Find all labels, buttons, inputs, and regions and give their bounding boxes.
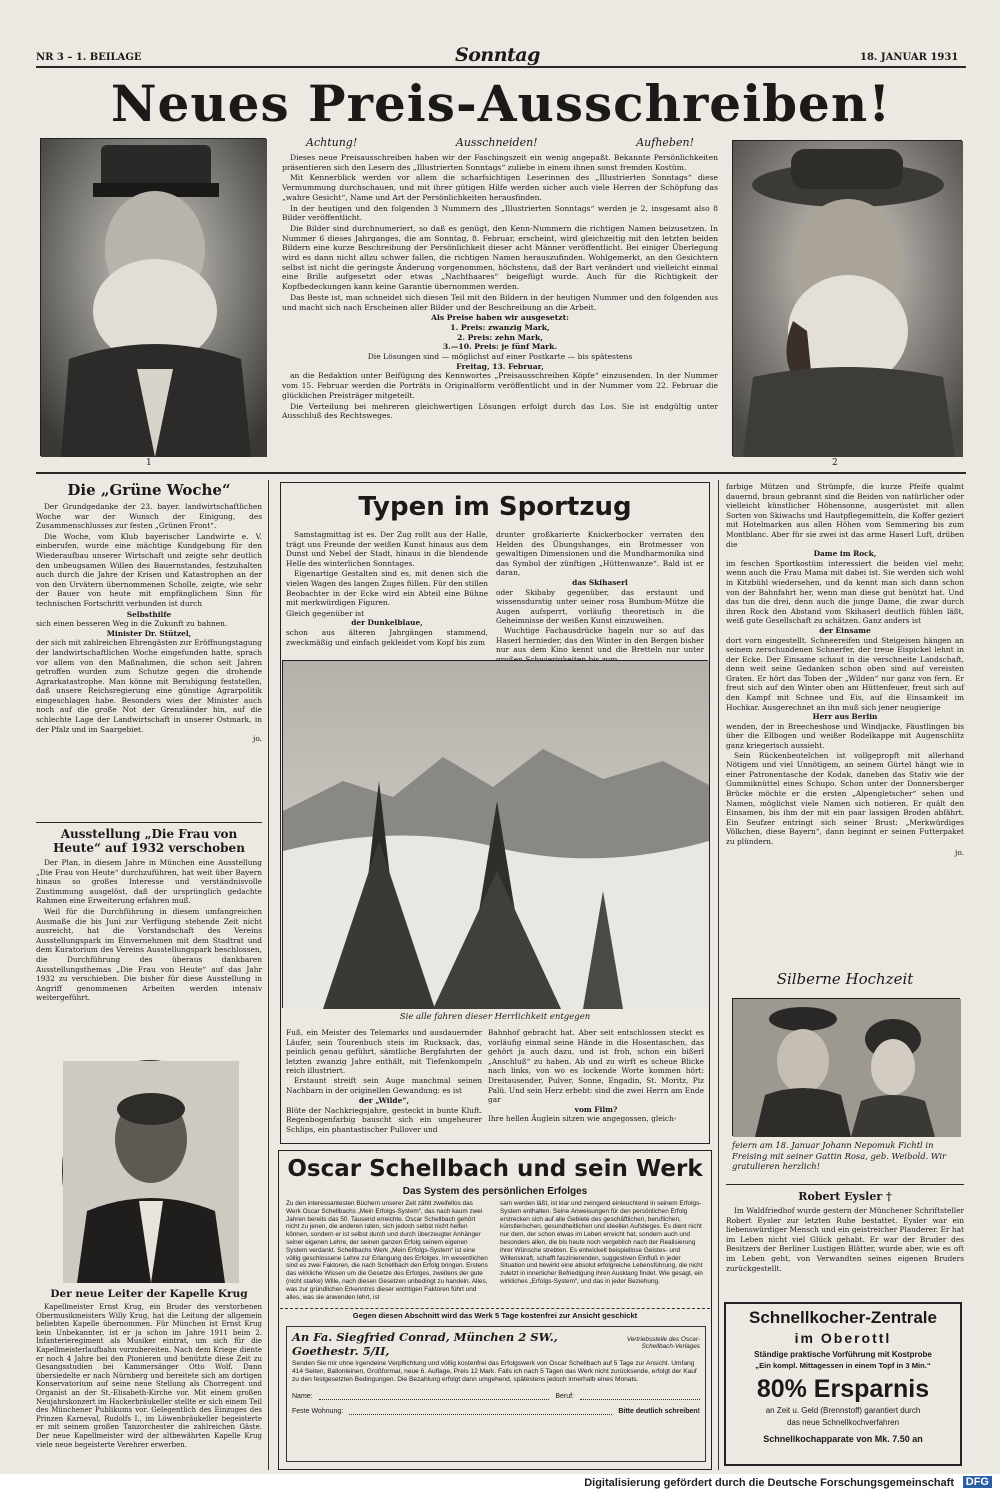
landscape-photo xyxy=(282,660,708,1008)
coupon-body: Senden Sie mir ohne irgendeine Verpflichtung und völlig kostenfrei das Erfolgswerk von Oscar Schellbach auf 5 Tage zur Ansicht. Umfang 414 Seiten, Ballonleinen, Großformat, neue 6. Auflage, Preis 12 Mark. Falls ich nach 5 Tagen das Werk nicht zurücksende, erfolgt der Kauf zu den festgesetzten Bedingungen. Die Bezahlung erfolgt dann umgehend, spätestens jedoch innerhalb eines Monats. xyxy=(292,1360,697,1384)
write-clearly-label: Bitte deutlich schreiben! xyxy=(618,1407,700,1415)
sport-bottom-sub-2: vom Film? xyxy=(574,1104,618,1114)
sport-left-4: schon aus älteren Jahrgängen stammend, zweckmäßig und einfach gekleidet vom Kopf bis zum xyxy=(286,627,488,647)
schellbach-subtitle: Das System des persönlichen Erfolges xyxy=(402,1186,588,1197)
footer-text: Digitalisierung gefördert durch die Deutsche Forschungsgemeinschaft xyxy=(584,1477,954,1489)
portrait-1-image xyxy=(41,139,267,457)
green-week-sub-1: Selbsthilfe xyxy=(126,609,172,619)
schnell-title: Schnellkocher-Zentrale xyxy=(748,1308,937,1327)
portrait-1-number: 1 xyxy=(146,458,152,468)
contest-title: Neues Preis-Ausschreiben! xyxy=(110,74,892,133)
exhibition-text-1: Der Plan, in diesem Jahre in München eine Ausstellung „Die Frau von Heute“ durchzuführen, hat weit über Bayern hinaus so großes Interesse und verständnisvolle Zustimmung ausgelöst, daß der ursprünglich gedachte Rahmen eine Erweiterung erfahren muß. xyxy=(36,858,262,906)
krug-portrait-image xyxy=(63,1061,239,1283)
krug-article xyxy=(36,1288,262,1468)
schnell-guarantee: an Zeit u. Geld (Brennstoff) garantiert durch xyxy=(765,1406,921,1415)
beruf-field[interactable] xyxy=(580,1393,700,1400)
sport-left-sub: der Dunkelblaue, xyxy=(351,618,423,628)
issue-label: NR 3 – 1. BEILAGE xyxy=(36,52,142,63)
wedding-photo-image xyxy=(733,999,961,1137)
green-week-text-1: Der Grundgedanke der 23. bayer. landwirtschaftlichen Woche war der Wunsch der Einigung, des Zusammenschlusses zur festen „Grünen Front“. xyxy=(36,502,262,531)
dfg-logo: DFG xyxy=(963,1476,992,1488)
coupon-address: An Fa. Siegfried Conrad, München 2 SW., Goethestr. 5/II, xyxy=(292,1330,558,1358)
col4-text-1: farbige Mützen und Strümpfe, die kurze Pfeife qualmt dauernd, braun gebrannt sind die Beiden von natürlicher oder vielleicht künstlicher Höhensonne, ausgerüstet mit allen Sorten von Skiwachs und Hautpflegemitteln, die Koffer geziert mit Hotelmarken aus allen Höhen vom Semmering bis zum Montblanc. Aber für sie zwei ist das arme Haserl Luft, drüben die xyxy=(726,482,964,549)
masthead-logo: Sonntag xyxy=(455,44,540,66)
schnell-method: das neue Schnellkochverfahren xyxy=(786,1418,900,1427)
portrait-2-image xyxy=(733,141,963,457)
deadline-line: Die Lösungen sind — möglichst auf einer Postkarte — bis spätestens xyxy=(367,352,633,362)
address-label: Feste Wohnung: xyxy=(292,1407,344,1415)
sub-keep: Aufheben! xyxy=(636,136,694,149)
sport-bottom-4: Bahnhof gebracht hat. Aber seit entschlossen steckt es vorläufig einmal seine Hände in die Hosentaschen, das gehört ja auch dazu, und ist froh, schon ein bißerl „Anschluß“ zu haben. Ab und zu wirft es scheue Blicke nach links, von wo es lockende Worte kommen hört: Dreitausender, Pulver, Sonne, Engadin, St. Moritz, Piz Palü. Und sein Herz erbebt: sind die zwei Herrn am Ende gar xyxy=(488,1028,704,1105)
sport-bottom-2: Erstaunt streift sein Auge manchmal seinen Nachbarn in der originellen Gewandung: es ist xyxy=(286,1075,482,1095)
sport-right-3: Wuchtige Fachausdrücke hageln nur so auf das Haserl hernieder, das den Winter in den Bergen bisher nur aus dem Kino kennt und die Bretteln nur unter xyxy=(496,625,704,655)
footer-bar xyxy=(0,1474,1000,1493)
schnell-demo: Ständige praktische Vorführung mit Kostprobe xyxy=(754,1350,932,1359)
schellbach-title: Oscar Schellbach und sein Werk xyxy=(287,1156,703,1182)
sport-right-2: oder Skibaby gegenüber, das erstaunt und wissensdurstig unter seiner rosa Bumbum-Mütze die Augen aufsperrt, vorläufig theoretisch in die Geheimnisse der weißen Kunst einzuweihen. xyxy=(496,587,704,626)
portrait-2-number: 2 xyxy=(832,458,838,468)
schnell-price: Schnellkochapparate von Mk. 7.50 an xyxy=(763,1434,923,1444)
coupon-address-2: Vertriebsstelle des Oscar-Schellbach-Verlages xyxy=(626,1336,700,1350)
coupon-heading: Gegen diesen Abschnitt wird das Werk 5 Tage kostenfrei zur Ansicht geschickt xyxy=(280,1308,710,1320)
col4-sub-1: Dame im Rock, xyxy=(813,549,877,559)
portrait-2 xyxy=(732,140,962,456)
contest-text xyxy=(282,136,718,470)
schnell-savings: 80% Ersparnis xyxy=(756,1375,930,1403)
silver-wedding-heading: Silberne Hochzeit xyxy=(776,970,914,988)
exhibition-heading: Ausstellung „Die Frau von Heute“ auf 1932 verschoben xyxy=(53,827,245,855)
green-week-sub-2: Minister Dr. Stützel, xyxy=(106,628,192,638)
schellbach-text-left: Zu den interessantesten Büchern unserer Zeit zählt zweifellos das Werk Oscar Schellbachs „Mein Erfolgs-System“, das nach kaum zwei Jahren bereits das 50. Tausend erreichte. Oscar Schellbach gehört nicht zu jenen, die anderen raten, sich jedoch selbst nicht helfen können, sondern er ist selbst durch und durch überzeugter Anhänger seiner eigenen Lehre, der seinen ganzen Erfolg seinem eigenen System verdankt. Schellbachs Werk „Mein Erfolgs-System“ ist eine völlig geschlossene Lehre zur Erlangung des Erfolges. Im wesentlichen sind es zwei Faktoren, die nach Schellbach den Erfolg bringen. Erstens das wirkliche Wissen um die Gesetze des Erfolges, zweitens der gute (nicht starke) Wille, nach diesen Gesetzen unbedingt zu handeln. Alles, was zur gründlichen Erkenntnis dieser wichtigen Faktoren führt und alles, was sie anwenden lehrt, ist xyxy=(286,1200,488,1301)
col4-sub-3: Herr aus Berlin xyxy=(812,712,878,722)
column-1 xyxy=(36,480,262,1090)
krug-heading: Der neue Leiter der Kapelle Krug xyxy=(50,1288,248,1300)
sport-bottom-left xyxy=(286,1028,482,1140)
sport-left-2: Eigenartige Gestalten sind es, mit denen sich die vielen Wagen des langen Zuges füllen. Für den stillen Beobachter in der Ecke wird ein Abteil eine Bühne mit merkwürdigen Figuren. xyxy=(286,569,488,608)
contest-para-1: Dieses neue Preisausschreiben haben wir der Faschingszeit ein wenig angepaßt. Bekannte Persönlichkeiten präsentieren sich den Lesern des „Illustrierten Sonntags“ zuliebe in einem ihnen sonst fremden Kostüm. xyxy=(282,153,718,172)
schellbach-text-right: sam werden läßt, ist klar und zwingend einleuchtend in seinem Erfolgs-System enthalten. Seine Anweisungen für den persönlichen Erfolg erstrecken sich auf alle Gebiete des geschäftlichen, beruflichen, künstlerischen, gesundheitlichen und ideellen Aufstieges. Es dient nicht nur dem, der schon etwas im Leben erreicht hat, sondern auch und besonders allen, die bis heute noch vergeblich nach der Realisierung ihrer Wünsche strebten. Es entwickelt beispiellose Geistes- und Willenskraft, schafft faszinierenden, suggestiven Einfluß in jeder Situation und bewirkt eine absolut erfolgreiche Lebensführung, die nicht zuletzt in innerlicher Befriedigung ihren Ausklang findet. Wie gesagt, ein wirkliches „Erfolgs-System“, und das in jeder Beziehung. xyxy=(500,1200,703,1285)
krug-text: Kapellmeister Ernst Krug, ein Bruder des verstorbenen Obermusikmeisters Willy Krug, hat die Leitung der allgemein beliebten Kapelle übernommen. Für München ist Ernst Krug kein Unbekannter, ist er ja schon im Jahre 1911 beim 2. Infanterieregiment als Musiker eintrat, um sich für die Kapellmeisterlaufbahn vorzubereiten. Nach dem Kriege diente er noch 4 Jahre bei den Pionieren und benützte diese Zeit zu Gesangsstudien bei Kammersänger Otto Wolf. Dann übersiedelte er nach Nürnberg und bereitete sich am dortigen Konservatorium auf seine neue Stellung als Chorregent und Organist an der St.-Elisabeth-Kirche vor. Mit einem großen Neujahrskonzert im Hackerbräukeller stellte er sich einem Teil des Münchener Publikums vor. Gelegentlich des Einzuges des Prinzen Karneval, Rudolfs I., im Löwenbräukeller begeisterte er mit seinem großen Tanzorchester die zahlreichen Gäste. Der neue Kapellmeister wird der altbewährten Kapelle Krug viele neue begeisterte Verehrer erwerben. xyxy=(36,1303,262,1449)
name-label: Name: xyxy=(292,1392,313,1400)
col4-text-5: Sein Rückenbeutelchen ist vollgepropft mit allerhand Nötigem und viel Unnötigem, an seinem Gürtel hängt wie in einer Patronentasche der Kodak, daneben das Stativ wie der Gummiknüttel eines Schupo. Schon unter der Donnersberger Brücke möchte er die ersten „Alpengletscher“ sehen und Namen, möglichst viele Namen sich notieren. Er quält den Einsamen, bis ihm der mit ein paar lassigen Broden abfährt. Ein Seufzer entringt sich seiner Brust: „Merkwürdiges Völkchen, diese Bayern“, dann beginnt er seinen Futterpaket zu plündern. xyxy=(726,750,964,846)
sport-bottom-3: Blüte der Nachkriegsjahre, gesteckt in bunte Kluft. Regenbogenfarbig bauscht sich ein ungeheurer Schlips, ein phantastischer Pullover und xyxy=(286,1105,482,1134)
col4-text-4: wenden, der in Breecheshose und Windjacke, Fäustlingen bis über die Ellbogen und weißer Rodelkappe mit Augenschlitz ganz kriegerisch aussieht. xyxy=(726,721,964,751)
green-week-signature: jo. xyxy=(253,734,262,744)
landscape-caption: Sie alle fahren dieser Herrlichkeit entgegen xyxy=(399,1012,591,1022)
prize-1: 1. Preis: zwanzig Mark, xyxy=(450,322,550,332)
wedding-photo xyxy=(732,998,960,1136)
sport-bottom-5: Ihre hellen Äuglein sitzen wie angegossen, gleich- xyxy=(488,1114,677,1124)
coupon-address-row xyxy=(292,1408,700,1415)
sport-left-1: Samstagmittag ist es. Der Zug rollt aus der Halle, trägt uns Freunde der weißen Kunst hinaus aus dem Dunst und Nebel der Stadt, hinaus in die blendende Helle des winterlichen Sonntages. xyxy=(286,530,488,568)
col1-rule xyxy=(36,822,262,823)
eysler-heading: Robert Eysler † xyxy=(798,1190,892,1203)
sport-text-right xyxy=(496,530,704,658)
eysler-text: Im Waldfriedhof wurde gestern der Münchener Schriftsteller Robert Eysler zur letzten Ruhe bestattet. Eysler war ein liebenswürdiger Mensch und ein geistreicher Plauderer. Er hat im Leben nicht viel Glück gehabt. Er war der Bruder des Besitzers der Berliner Lustigen Blätter, wurde aber, wie es oft im Leben geht, von Verwandten seines eigenen Bruders zurückgestellt. xyxy=(726,1206,964,1273)
contest-subheadings xyxy=(282,136,718,149)
green-week-text-3: sich einen besseren Weg in die Zukunft zu bahnen. xyxy=(36,619,228,629)
contest-para-5: Das Beste ist, man schneidet sich diesen Teil mit den Bildern in der heutigen Nummer und den folgenden aus und macht sich nach Erscheinen aller Bilder und der Beschreibung an die Arbeit. xyxy=(282,292,718,312)
contest-para-6: an die Redaktion unter Beifügung des Kennwortes „Preisausschreiben Köpfe“ einzusenden. In der Nummer vom 15. Februar werden die Porträts in Originalform veröffentlicht und in der Nummer vom 22. Februar die glücklichen Preisträger mitgeteilt. xyxy=(282,371,718,400)
sport-left-3: Gleich gegenüber ist xyxy=(286,608,365,618)
masthead-rule xyxy=(36,66,966,68)
prizes-title: Als Preise haben wir ausgesetzt: xyxy=(431,313,569,323)
sport-right-sub: das Skihaserl xyxy=(572,577,628,587)
sport-bottom-sub: der „Wilde“, xyxy=(358,1096,410,1106)
exhibition-text-2: Weil für die Durchführung in diesem umfangreichen Ausmaße die bis Juni zur Verfügung stehende Zeit nicht ausreicht, hat die Vorstandschaft des Vereins Ausstellungspark im Einvernehmen mit dem Stadtrat und dem Kuratorium des Vereins Ausstellungspark beschlossen, die Durchführung des überaus dankbaren Ausstellungsthemas „Die Frau von Heute“ auf das Jahr 1932 zu verschieben. Die bisher für diese Ausstellung in Angriff genommenen Arbeiten werden intensiv weitergeführt. xyxy=(36,906,262,1003)
contest-para-7: Die Verteilung bei mehreren gleichwertigen Lösungen erfolgt durch das Los. Sie ist endgültig unter Ausschluß des Rechtsweges. xyxy=(282,401,718,421)
contest-para-4: Die Bilder sind durchnumeriert, so daß es genügt, den Kenn-Nummern die richtigen Namen beizusetzen. In Nummer 6 dieses Jahrganges, die am Sonntag, 8. Februar, erscheint, wird gleichzeitig mit den letzten beiden Bildern eine kurze Beschreibung der Persönlichkeit dieser acht Männer veröffentlicht. Bei einiger Überlegung wird es dann nicht allzu schwer fallen, die richtigen Namen herauszufinden. Wohlgemerkt, an den Gesichtern selbst ist nicht die geringste Änderung vorgenommen, höchstens, daß der Bart verändert und vielleicht einmal eine Brille aufgesetzt oder etwas „Nachthaares“ beigefügt wurde. Auch für die Richtigkeit der Kopfbedeckungen kann keine Garantie übernommen werden. xyxy=(282,223,718,292)
sport-right-1: drunter großkarierte Knickerbocker verraten den Helden des Übungshanges, ein Brotmesser von gewaltigen Dimensionen und die Mundharmonika sind das Symbol der zünftigen „Hüttenwanze“. Bald ist er daran, xyxy=(496,530,704,578)
col4-sub-2: der Einsame xyxy=(819,625,871,635)
green-week-heading: Die „Grüne Woche“ xyxy=(67,481,231,499)
prize-3: 3.—10. Preis: je fünf Mark. xyxy=(442,342,558,352)
col4-text-3: dort vorn eingestellt. Schneereifen und Steigeisen hängen an seinem zerschundenen Schnerfer, der treue Eispickel lehnt in der Ecke. Der Einsame schaut in die verschneite Landschaft, denn weit seine Gedanken schon oben sind auf vereisten Graten. Er hört das Toben der „Wilden“ nur ganz von fern. Er freut sich auf den Winter oben am Hüttenfeuer, freut sich auf den Kampf mit Schnee und Eis, auf die Einsamkeit im Hochkar. Ausgerechnet an ihn muß sich jener neugierige xyxy=(726,635,964,712)
contest-para-2: Mit Kennerblick werden vor allem die scharfsichtigen Leserinnen des „Illustrierten Sonntags“ diese Vermummung durchschauen, und mit ihrer gütigen Hilfe werden sicher auch viele Herren der Schöpfung das „wahre Gesicht“, Name und Art der Persönlichkeiten herausfinden. xyxy=(282,173,718,202)
schnell-location: im Oberottl xyxy=(794,1330,892,1346)
green-week-text-4: der sich mit zahlreichen Ehrengästen zur Eröffnungstagung der landwirtschaftlichen Woche eingefunden hatte, sprach vor allem von den Maßnahmen, die schon seit Jahren getroffen wurden zum Schutze gegen die drohende Agrarkatastrophe. Man könne mit Beruhigung feststellen, daß unsere Reichsregierung eine günstige Agrarpolitik eingeschlagen habe. Besonders wies der Minister auch noch auf die große Not der Grenzländer hin, auf die schlechte Lage der Landwirtschaft in unserer Ostmark, in der Pfalz und im Saargebiet. xyxy=(36,638,262,734)
green-week-text-2: Die Woche, vom Klub bayerischer Landwirte e. V. einberufen, wurde eine mächtige Kundgebung für den Wiederaufbau unserer Wirtschaft und zeigte sehr deutlich den unbeugsamen Willen des Bauernstandes, festzuhalten auch durch die Jahre der Krisen und Katastrophen an der von den Urvätern übernommenen Scholle, zeigte, wie sehr der Bauer von heute mit empfänglichem Sinn für technischen Fortschritt verbunden ist durch xyxy=(36,531,262,608)
col-divider-2 xyxy=(718,480,719,1470)
column-4-text xyxy=(726,482,964,964)
beruf-label: Beruf: xyxy=(555,1392,574,1400)
section-rule xyxy=(36,472,966,474)
sport-text-left xyxy=(286,530,488,658)
col-divider-1 xyxy=(268,480,269,1470)
name-field[interactable] xyxy=(319,1393,550,1400)
sub-cut-out: Ausschneiden! xyxy=(455,136,538,149)
col4-rule xyxy=(726,1184,964,1185)
address-field[interactable] xyxy=(349,1408,612,1415)
coupon-name-row xyxy=(292,1393,700,1400)
landscape-photo-image xyxy=(283,661,709,1009)
col4-signature: jo. xyxy=(955,847,964,857)
col4-text-2: im feschen Sportkostüm interessiert die beiden viel mehr, wenn auch die Frau Mama mit dabei ist. Sie werden sich wohl in Kitzbühl wiedersehen, und da kennt man sich dann schon von der Bahnfahrt her, wenn man diese gut benützt hat. Und das tun die drei, denn auch die junge Dame, die zwar durch ihren Rock den Abstand vom Skihaserl deutlich fühlen läßt, weiß gute Gesellschaft zu schätzen. Ganz anders ist xyxy=(726,558,964,626)
prize-2: 2. Preis: zehn Mark, xyxy=(457,332,543,342)
schnell-slogan: „Ein kompl. Mittagessen in einem Topf in 3 Min.“ xyxy=(755,1361,931,1370)
sub-attention: Achtung! xyxy=(306,136,358,149)
masthead-date: 18. JANUAR 1931 xyxy=(860,52,959,63)
krug-portrait xyxy=(62,1060,238,1282)
contest-para-3: In der heutigen und den folgenden 3 Nummern des „Illustrierten Sonntags“ werden je 2, insgesamt also 8 Bilder veröffentlicht. xyxy=(282,203,718,223)
eysler-text-block xyxy=(726,1206,964,1298)
portrait-1 xyxy=(40,138,266,456)
silver-wedding-caption: feiern am 18. Januar Johann Nepomuk Fichtl in Freising mit seiner Gattin Rosa, geb. Weibold. Wir gratulieren herzlich! xyxy=(732,1140,947,1172)
sport-bottom-1: Fuß, ein Meister des Telemarks und ausdauernder Läufer, sein Tourenbuch steis im Rucksack, das, peinlich genau geführt, sämtliche Bergfahrten der letzten zwanzig Jahre enthält, mit Tiefenkompeln reich illustriert. xyxy=(286,1028,482,1076)
sport-title: Typen im Sportzug xyxy=(358,492,632,522)
deadline-date: Freitag, 13. Februar, xyxy=(456,361,544,371)
sport-bottom-right xyxy=(488,1028,704,1140)
order-coupon xyxy=(286,1326,706,1462)
